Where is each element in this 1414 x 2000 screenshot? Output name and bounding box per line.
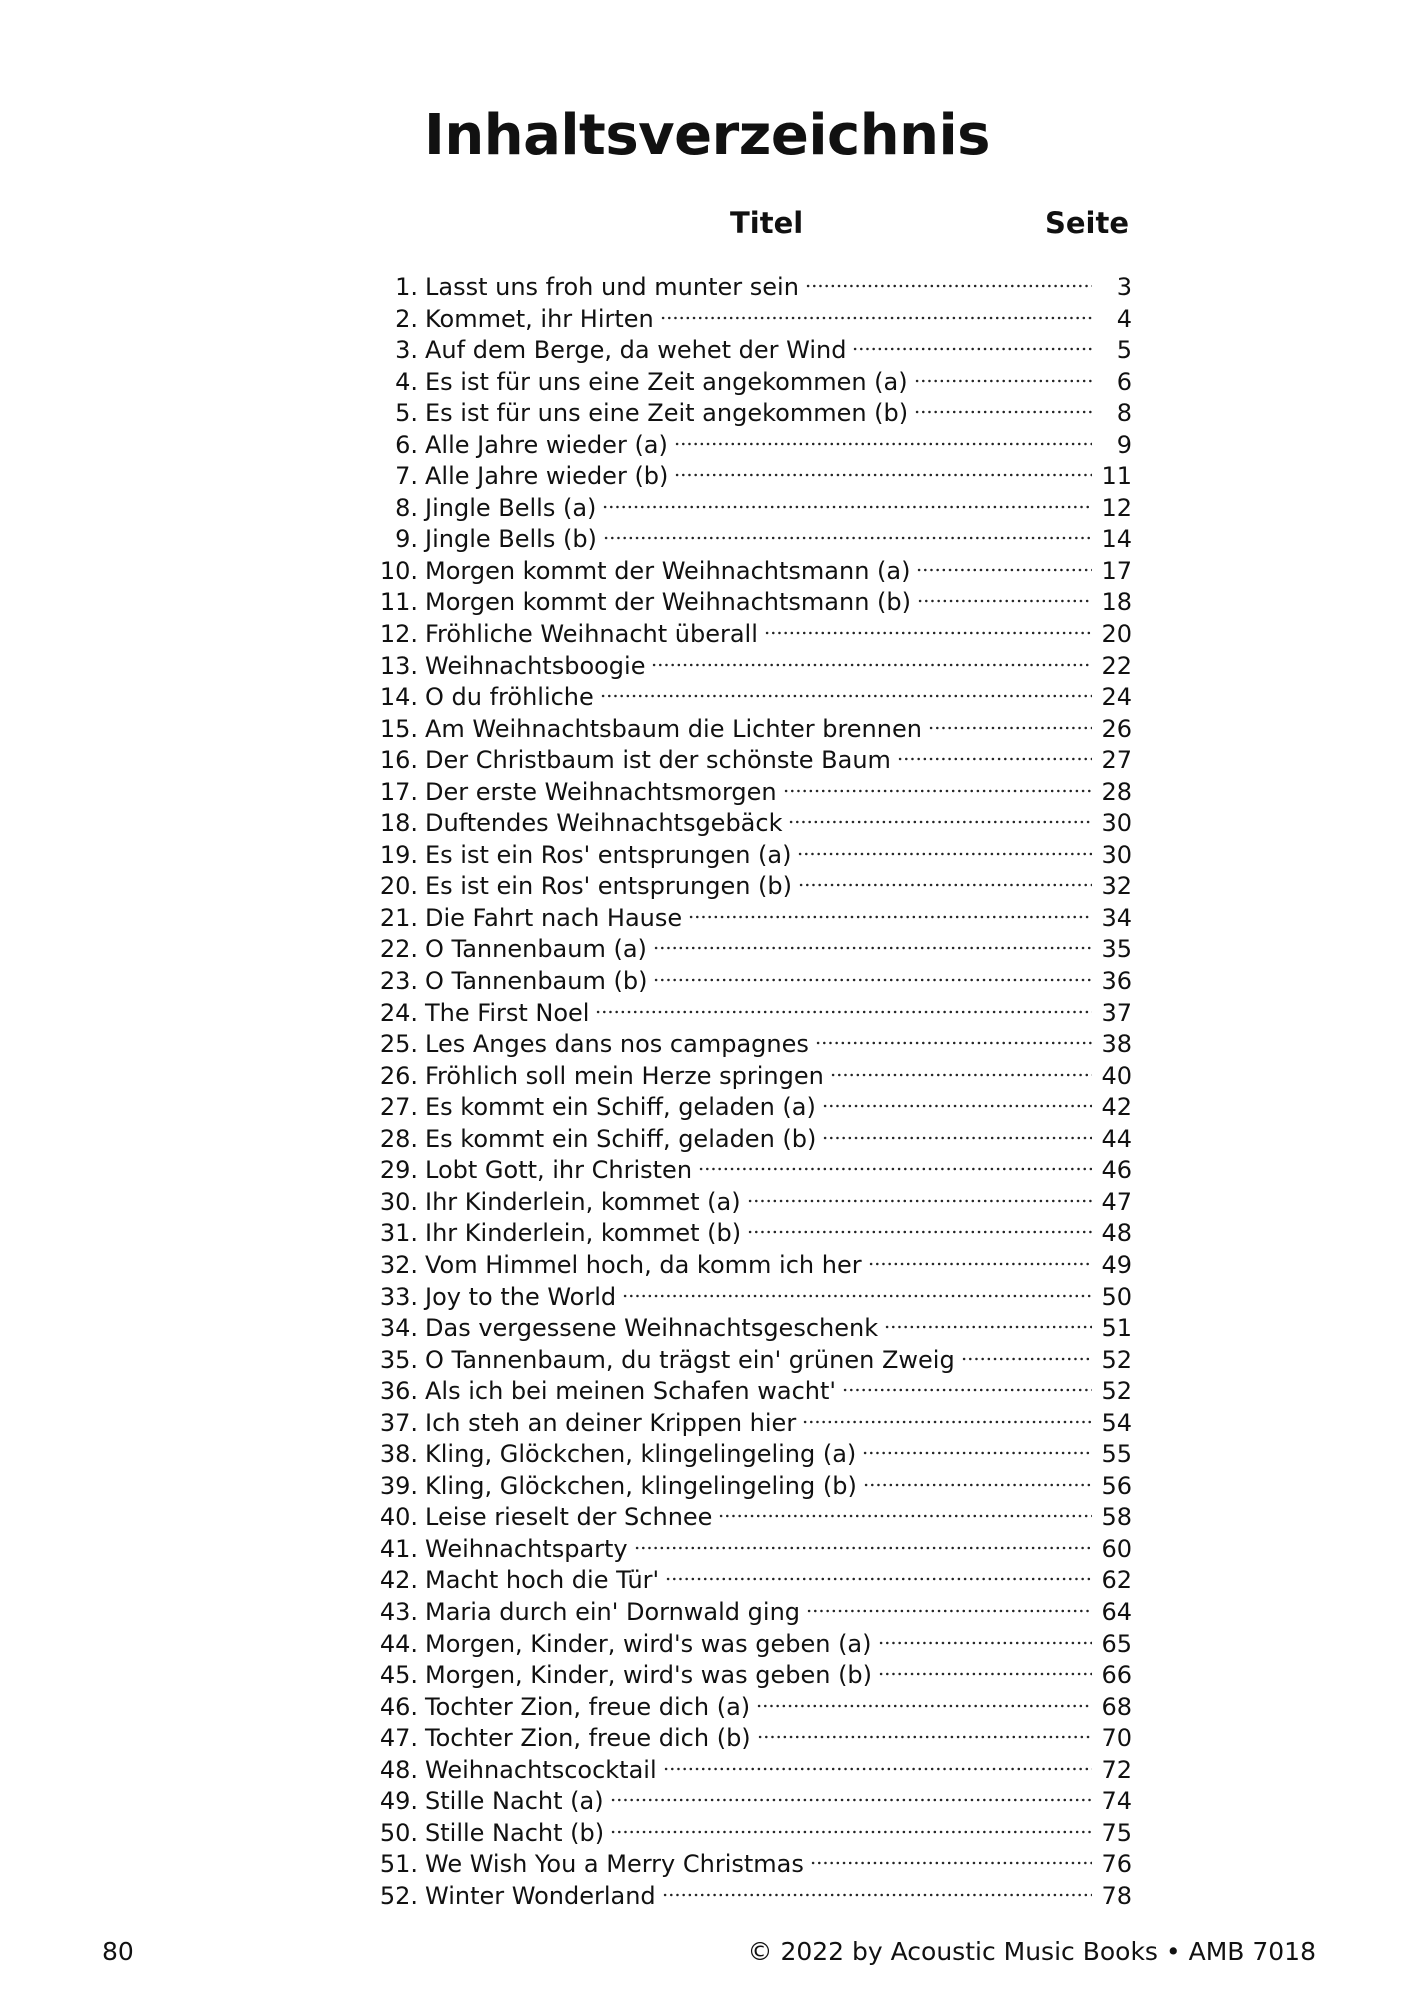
dot-leader	[878, 1672, 1092, 1676]
toc-entry	[370, 367, 1132, 399]
column-header-title: Titel	[730, 206, 804, 240]
dot-leader	[788, 820, 1092, 824]
dot-leader	[822, 1104, 1092, 1108]
toc-entry-page: 4	[1116, 304, 1132, 333]
toc-entry-page: 30	[1101, 809, 1132, 838]
toc-entry-title: Duftendes Weihnachtsgebäck	[425, 809, 783, 838]
toc-entry-page: 48	[1101, 1219, 1132, 1248]
toc-entry-page: 58	[1101, 1503, 1132, 1532]
toc-entry-page: 14	[1101, 525, 1132, 554]
toc-entry	[370, 714, 1132, 746]
toc-entry-page: 66	[1101, 1661, 1132, 1690]
toc-entry-page: 65	[1101, 1629, 1132, 1658]
toc-entry-number: 39.	[379, 1471, 418, 1500]
toc-entry-title: Winter Wonderland	[425, 1881, 656, 1910]
toc-entry-number: 4.	[395, 367, 418, 396]
toc-entry-title: O du fröhliche	[425, 683, 594, 712]
toc-entry-page: 72	[1101, 1755, 1132, 1784]
toc-entry-number: 13.	[379, 651, 418, 680]
toc-entry-page: 60	[1101, 1534, 1132, 1563]
toc-entry-number: 7.	[395, 462, 418, 491]
toc-entry-page: 76	[1101, 1850, 1132, 1879]
toc-entry	[370, 1534, 1132, 1566]
dot-leader	[610, 1830, 1092, 1834]
dot-leader	[634, 1546, 1092, 1550]
toc-entry-title: Ihr Kinderlein, kommet (b)	[425, 1219, 742, 1248]
toc-entry-number: 28.	[379, 1124, 418, 1153]
toc-entry-title: Fröhliche Weihnacht überall	[425, 620, 758, 649]
page-title: Inhaltsverzeichnis	[424, 103, 990, 168]
toc-entry-title: Kling, Glöckchen, klingelingeling (a)	[425, 1440, 857, 1469]
toc-entry-title: Alle Jahre wieder (b)	[425, 462, 669, 491]
toc-entry	[370, 1282, 1132, 1314]
toc-entry-number: 6.	[395, 430, 418, 459]
toc-entry-page: 44	[1101, 1124, 1132, 1153]
toc-entry	[370, 430, 1132, 462]
toc-entry-page: 54	[1101, 1408, 1132, 1437]
dot-leader	[916, 568, 1092, 572]
toc-entry-title: Auf dem Berge, da wehet der Wind	[425, 336, 847, 365]
toc-entry-title: Lasst uns froh und munter sein	[425, 273, 799, 301]
toc-entry-title: Vom Himmel hoch, da komm ich her	[425, 1250, 862, 1279]
toc-entry-page: 9	[1116, 430, 1132, 459]
toc-entry-title: Morgen kommt der Weihnachtsmann (b)	[425, 588, 911, 617]
toc-entry-page: 18	[1101, 588, 1132, 617]
toc-entry-title: Les Anges dans nos campagnes	[425, 1030, 809, 1059]
toc-entry	[370, 1439, 1132, 1471]
toc-entry-page: 64	[1101, 1597, 1132, 1626]
dot-leader	[756, 1704, 1092, 1708]
toc-entry-number: 11.	[379, 588, 418, 617]
toc-entry	[370, 1723, 1132, 1755]
toc-entry-number: 12.	[379, 620, 418, 649]
toc-entry-title: Am Weihnachtsbaum die Lichter brennen	[425, 714, 922, 743]
toc-entry-title: Leise rieselt der Schnee	[425, 1503, 713, 1532]
dot-leader	[663, 1767, 1092, 1771]
toc-entry-number: 42.	[379, 1566, 418, 1595]
toc-entry-title: Es ist ein Ros' entsprungen (a)	[425, 840, 792, 869]
toc-entry-title: Der erste Weihnachtsmorgen	[425, 777, 777, 806]
dot-leader	[830, 1073, 1092, 1077]
dot-leader	[653, 946, 1092, 950]
toc-entry	[370, 840, 1132, 872]
toc-entry-page: 35	[1101, 935, 1132, 964]
toc-entry-number: 37.	[379, 1408, 418, 1437]
page-number: 80	[102, 1937, 134, 1966]
toc-entry-title: Es kommt ein Schiff, geladen (a)	[425, 1093, 816, 1122]
dot-leader	[863, 1483, 1092, 1487]
toc-entry	[370, 493, 1132, 525]
toc-entry-page: 32	[1101, 872, 1132, 901]
toc-entry	[370, 1660, 1132, 1692]
toc-entry	[370, 1061, 1132, 1093]
toc-entry-page: 24	[1101, 683, 1132, 712]
toc-entry	[370, 1092, 1132, 1124]
toc-entry-number: 46.	[379, 1692, 418, 1721]
toc-entry-page: 37	[1101, 998, 1132, 1027]
dot-leader	[653, 978, 1092, 982]
toc-entry-title: Als ich bei meinen Schafen wacht'	[425, 1377, 836, 1406]
dot-leader	[884, 1325, 1092, 1329]
toc-entry-title: Stille Nacht (a)	[425, 1787, 604, 1816]
toc-entry	[370, 304, 1132, 336]
toc-entry-number: 40.	[379, 1503, 418, 1532]
toc-entry-title: Lobt Gott, ihr Christen	[425, 1156, 693, 1185]
dot-leader	[805, 284, 1092, 288]
toc-entry-page: 38	[1101, 1030, 1132, 1059]
toc-entry-page: 28	[1101, 777, 1132, 806]
toc-entry	[370, 998, 1132, 1030]
toc-entry-title: Die Fahrt nach Hause	[425, 903, 683, 932]
copyright-notice: © 2022 by Acoustic Music Books • AMB 7018	[747, 1937, 1316, 1966]
toc-entry-title: Jingle Bells (b)	[425, 525, 597, 554]
dot-leader	[842, 1388, 1092, 1392]
toc-entry	[370, 1313, 1132, 1345]
toc-entry-number: 29.	[379, 1156, 418, 1185]
toc-entry	[370, 461, 1132, 493]
toc-entry	[370, 1849, 1132, 1881]
toc-entry-page: 8	[1116, 399, 1132, 428]
toc-entry-page: 62	[1101, 1566, 1132, 1595]
toc-entry	[370, 1692, 1132, 1724]
toc-entry	[370, 1155, 1132, 1187]
toc-entry-page: 42	[1101, 1093, 1132, 1122]
toc-entry	[370, 1818, 1132, 1850]
toc-entry-number: 21.	[379, 903, 418, 932]
dot-leader	[660, 316, 1092, 320]
toc-entry-page: 47	[1101, 1187, 1132, 1216]
toc-entry	[370, 587, 1132, 619]
toc-entry-title: Kommet, ihr Hirten	[425, 304, 654, 333]
toc-entry-page: 46	[1101, 1156, 1132, 1185]
toc-entry-page: 52	[1101, 1377, 1132, 1406]
toc-entry-number: 25.	[379, 1030, 418, 1059]
toc-entry-page: 78	[1101, 1881, 1132, 1910]
dot-leader	[914, 410, 1092, 414]
toc-entry-number: 44.	[379, 1629, 418, 1658]
column-header-page: Seite	[1044, 206, 1129, 240]
toc-entry-page: 3	[1116, 273, 1132, 301]
toc-entry-title: Fröhlich soll mein Herze springen	[425, 1061, 824, 1090]
dot-leader	[688, 915, 1092, 919]
toc-entry-page: 20	[1101, 620, 1132, 649]
toc-entry-title: Es ist ein Ros' entsprungen (b)	[425, 872, 793, 901]
toc-entry	[370, 1187, 1132, 1219]
toc-entry-title: The First Noel	[425, 998, 590, 1027]
dot-leader	[798, 883, 1092, 887]
dot-leader	[595, 1010, 1092, 1014]
toc-entry	[370, 556, 1132, 588]
toc-entry-number: 17.	[379, 777, 418, 806]
toc-entry-number: 8.	[395, 493, 418, 522]
toc-entry	[370, 934, 1132, 966]
toc-entry-number: 48.	[379, 1755, 418, 1784]
toc-entry-page: 34	[1101, 903, 1132, 932]
toc-entry-title: Der Christbaum ist der schönste Baum	[425, 746, 891, 775]
toc-entry-page: 70	[1101, 1724, 1132, 1753]
toc-entry	[370, 1502, 1132, 1534]
toc-entry-title: Morgen, Kinder, wird's was geben (b)	[425, 1661, 873, 1690]
toc-entry-number: 1.	[395, 273, 418, 301]
toc-entry-page: 52	[1101, 1345, 1132, 1374]
toc-entry-number: 50.	[379, 1818, 418, 1847]
toc-entry-page: 75	[1101, 1818, 1132, 1847]
toc-entry-page: 17	[1101, 556, 1132, 585]
dot-leader	[610, 1798, 1092, 1802]
toc-entry-number: 51.	[379, 1850, 418, 1879]
toc-entry	[370, 1471, 1132, 1503]
dot-leader	[928, 726, 1092, 730]
toc-entry-number: 2.	[395, 304, 418, 333]
toc-entry-number: 38.	[379, 1440, 418, 1469]
toc-entry-number: 5.	[395, 399, 418, 428]
toc-entry	[370, 1786, 1132, 1818]
dot-leader	[868, 1262, 1092, 1266]
toc-entry-page: 40	[1101, 1061, 1132, 1090]
toc-entry-number: 36.	[379, 1377, 418, 1406]
toc-entry-number: 41.	[379, 1534, 418, 1563]
toc-entry-title: O Tannenbaum (a)	[425, 935, 647, 964]
dot-leader	[674, 473, 1092, 477]
dot-leader	[665, 1577, 1092, 1581]
toc-entry-number: 35.	[379, 1345, 418, 1374]
toc-entry-title: Joy to the World	[425, 1282, 617, 1311]
toc-entry	[370, 335, 1132, 367]
toc-entry	[370, 619, 1132, 651]
toc-entry-title: Macht hoch die Tür'	[425, 1566, 660, 1595]
dot-leader	[810, 1861, 1092, 1865]
toc-entry	[370, 1218, 1132, 1250]
toc-entry-title: Weihnachtsboogie	[425, 651, 646, 680]
toc-entry	[370, 1629, 1132, 1661]
toc-entry	[370, 903, 1132, 935]
toc-entry-title: Tochter Zion, freue dich (a)	[425, 1692, 751, 1721]
toc-entry-page: 11	[1101, 462, 1132, 491]
toc-entry-title: Tochter Zion, freue dich (b)	[425, 1724, 751, 1753]
toc-entry-page: 68	[1101, 1692, 1132, 1721]
toc-entry-page: 55	[1101, 1440, 1132, 1469]
dot-leader	[622, 1294, 1092, 1298]
toc-entry-page: 74	[1101, 1787, 1132, 1816]
toc-entry-title: Es ist für uns eine Zeit angekommen (b)	[425, 399, 909, 428]
toc-entry-title: O Tannenbaum (b)	[425, 967, 648, 996]
toc-entry-number: 16.	[379, 746, 418, 775]
toc-entry-number: 14.	[379, 683, 418, 712]
toc-entry-page: 22	[1101, 651, 1132, 680]
dot-leader	[802, 1420, 1092, 1424]
dot-leader	[897, 757, 1092, 761]
toc-entry-page: 30	[1101, 840, 1132, 869]
dot-leader	[822, 1136, 1092, 1140]
table-of-contents	[370, 272, 1132, 1912]
toc-entry-number: 3.	[395, 336, 418, 365]
toc-entry-title: Kling, Glöckchen, klingelingeling (b)	[425, 1471, 857, 1500]
toc-entry-title: O Tannenbaum, du trägst ein' grünen Zweig	[425, 1345, 955, 1374]
toc-entry-title: Das vergessene Weihnachtsgeschenk	[425, 1314, 879, 1343]
toc-entry-number: 30.	[379, 1187, 418, 1216]
toc-entry-number: 26.	[379, 1061, 418, 1090]
toc-entry-title: Morgen kommt der Weihnachtsmann (a)	[425, 556, 911, 585]
toc-entry	[370, 1881, 1132, 1913]
dot-leader	[747, 1230, 1092, 1234]
toc-entry	[370, 871, 1132, 903]
toc-entry-number: 32.	[379, 1250, 418, 1279]
toc-entry-title: Ihr Kinderlein, kommet (a)	[425, 1187, 741, 1216]
dot-leader	[797, 852, 1092, 856]
toc-entry	[370, 966, 1132, 998]
dot-leader	[674, 442, 1092, 446]
toc-entry	[370, 682, 1132, 714]
dot-leader	[783, 789, 1092, 793]
toc-entry-title: Es ist für uns eine Zeit angekommen (a)	[425, 367, 908, 396]
toc-entry-number: 10.	[379, 556, 418, 585]
toc-entry	[370, 1376, 1132, 1408]
toc-entry-title: Morgen, Kinder, wird's was geben (a)	[425, 1629, 872, 1658]
toc-entry-title: Weihnachtsparty	[425, 1534, 628, 1563]
dot-leader	[862, 1451, 1092, 1455]
toc-entry	[370, 1565, 1132, 1597]
toc-entry-number: 22.	[379, 935, 418, 964]
toc-entry-page: 51	[1101, 1314, 1132, 1343]
dot-leader	[698, 1167, 1092, 1171]
dot-leader	[914, 379, 1092, 383]
toc-entry-number: 24.	[379, 998, 418, 1027]
toc-entry	[370, 808, 1132, 840]
dot-leader	[961, 1357, 1092, 1361]
toc-entry-number: 33.	[379, 1282, 418, 1311]
toc-entry-title: Jingle Bells (a)	[425, 493, 597, 522]
toc-entry-page: 36	[1101, 967, 1132, 996]
toc-entry-title: Weihnachtscocktail	[425, 1755, 657, 1784]
dot-leader	[718, 1514, 1092, 1518]
toc-entry-page: 26	[1101, 714, 1132, 743]
toc-entry-page: 27	[1101, 746, 1132, 775]
dot-leader	[878, 1641, 1093, 1645]
toc-entry-title: Maria durch ein' Dornwald ging	[425, 1597, 801, 1626]
dot-leader	[806, 1609, 1092, 1613]
dot-leader	[602, 505, 1092, 509]
toc-entry	[370, 398, 1132, 430]
dot-leader	[603, 536, 1092, 540]
dot-leader	[815, 1041, 1092, 1045]
toc-entry-page: 6	[1116, 367, 1132, 396]
toc-entry-number: 27.	[379, 1093, 418, 1122]
toc-entry-number: 15.	[379, 714, 418, 743]
dot-leader	[662, 1893, 1092, 1897]
dot-leader	[764, 631, 1092, 635]
toc-entry	[370, 1345, 1132, 1377]
toc-entry-number: 47.	[379, 1724, 418, 1753]
toc-entry-number: 18.	[379, 809, 418, 838]
toc-entry-title: Es kommt ein Schiff, geladen (b)	[425, 1124, 817, 1153]
toc-entry	[370, 1597, 1132, 1629]
dot-leader	[651, 663, 1092, 667]
dot-leader	[852, 347, 1092, 351]
toc-entry-title: Alle Jahre wieder (a)	[425, 430, 668, 459]
toc-entry	[370, 1408, 1132, 1440]
toc-entry	[370, 1124, 1132, 1156]
toc-entry-page: 12	[1101, 493, 1132, 522]
toc-entry-page: 50	[1101, 1282, 1132, 1311]
toc-entry	[370, 1029, 1132, 1061]
dot-leader	[917, 599, 1092, 603]
toc-entry-number: 45.	[379, 1661, 418, 1690]
toc-entry-number: 9.	[395, 525, 418, 554]
toc-entry-number: 31.	[379, 1219, 418, 1248]
dot-leader	[757, 1735, 1092, 1739]
toc-entry-number: 23.	[379, 967, 418, 996]
toc-entry-page: 49	[1101, 1250, 1132, 1279]
toc-entry-page: 56	[1101, 1471, 1132, 1500]
toc-entry-number: 19.	[379, 840, 418, 869]
toc-entry-number: 49.	[379, 1787, 418, 1816]
toc-entry-number: 34.	[379, 1314, 418, 1343]
toc-entry-title: We Wish You a Merry Christmas	[425, 1850, 804, 1879]
toc-entry-number: 43.	[379, 1597, 418, 1626]
toc-entry-title: Stille Nacht (b)	[425, 1818, 605, 1847]
toc-entry	[370, 1250, 1132, 1282]
toc-entry	[370, 272, 1132, 304]
toc-entry-number: 20.	[379, 872, 418, 901]
toc-entry-title: Ich steh an deiner Krippen hier	[425, 1408, 797, 1437]
toc-entry-page: 5	[1116, 336, 1132, 365]
toc-entry	[370, 651, 1132, 683]
toc-entry-number: 52.	[379, 1881, 418, 1910]
toc-entry	[370, 524, 1132, 556]
dot-leader	[747, 1199, 1092, 1203]
toc-entry	[370, 1755, 1132, 1787]
toc-entry	[370, 777, 1132, 809]
dot-leader	[600, 694, 1092, 698]
toc-entry	[370, 745, 1132, 777]
